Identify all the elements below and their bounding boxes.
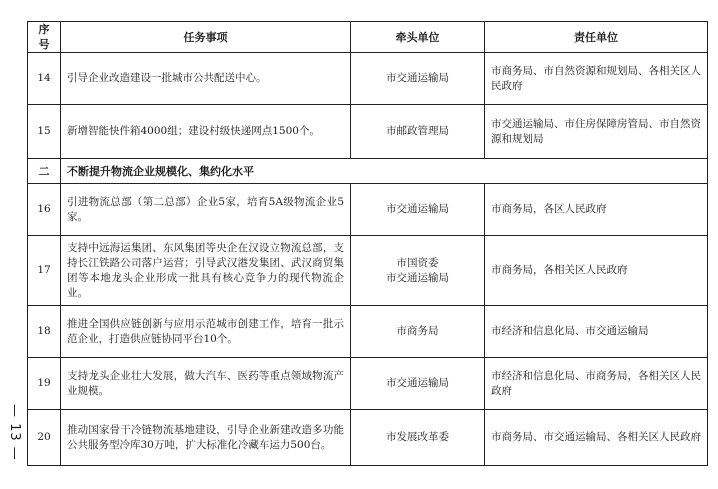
row-task: 引进物流总部（第二总部）企业5家，培育5A级物流企业5家。 — [61, 184, 351, 236]
row-lead: 市国资委 市交通运输局 — [351, 236, 485, 306]
row-lead: 市邮政管理局 — [351, 105, 485, 159]
task-table — [27, 21, 708, 466]
table-row — [28, 410, 708, 466]
row-lead: 市发展改革委 — [351, 410, 485, 466]
row-lead: 市交通运输局 — [351, 184, 485, 236]
row-lead: 市交通运输局 — [351, 53, 485, 105]
row-no: 17 — [28, 236, 61, 306]
table-row — [28, 53, 708, 105]
table-row — [28, 184, 708, 236]
row-resp: 市商务局，各区人民政府 — [485, 184, 708, 236]
table-row — [28, 236, 708, 306]
row-no: 16 — [28, 184, 61, 236]
table-row — [28, 306, 708, 358]
header-task: 任务事项 — [61, 22, 351, 53]
row-resp: 市商务局、市自然资源和规划局、各相关区人民政府 — [485, 53, 708, 105]
row-task: 推动国家骨干冷链物流基地建设，引导企业新建改造多功能公共服务型冷库30万吨，扩大标准化冷藏车运力500台。 — [61, 410, 351, 466]
section-title: 不断提升物流企业规模化、集约化水平 — [61, 159, 708, 184]
table-row — [28, 358, 708, 410]
row-resp: 市经济和信息化局、市商务局，各相关区人民政府 — [485, 358, 708, 410]
row-no: 19 — [28, 358, 61, 410]
row-no: 18 — [28, 306, 61, 358]
header-no: 序号 — [28, 22, 61, 53]
row-task: 推进全国供应链创新与应用示范城市创建工作，培育一批示范企业，打造供应链协同平台10个。 — [61, 306, 351, 358]
row-no: 14 — [28, 53, 61, 105]
row-no: 15 — [28, 105, 61, 159]
section-row — [28, 159, 708, 184]
row-task: 引导企业改造建设一批城市公共配送中心。 — [61, 53, 351, 105]
table-header-row — [28, 22, 708, 53]
header-resp: 责任单位 — [485, 22, 708, 53]
row-task: 新增智能快件箱4000组；建设村级快递网点1500个。 — [61, 105, 351, 159]
section-no: 二 — [28, 159, 61, 184]
row-no: 20 — [28, 410, 61, 466]
row-resp: 市经济和信息化局、市交通运输局 — [485, 306, 708, 358]
page-number: — 13 — — [7, 403, 22, 461]
table-row — [28, 105, 708, 159]
row-lead: 市商务局 — [351, 306, 485, 358]
header-lead: 牵头单位 — [351, 22, 485, 53]
row-task: 支持中远海运集团、东风集团等央企在汉设立物流总部，支持长江铁路公司落户运营；引导武汉港发集团、武汉商贸集团等本地龙头企业形成一批具有核心竞争力的现代物流企业。 — [61, 236, 351, 306]
row-task: 支持龙头企业壮大发展，做大汽车、医药等重点领域物流产业规模。 — [61, 358, 351, 410]
row-resp: 市商务局、市交通运输局、各相关区人民政府 — [485, 410, 708, 466]
row-resp: 市交通运输局、市住房保障房管局、市自然资源和规划局 — [485, 105, 708, 159]
row-lead: 市交通运输局 — [351, 358, 485, 410]
row-resp: 市商务局，各相关区人民政府 — [485, 236, 708, 306]
